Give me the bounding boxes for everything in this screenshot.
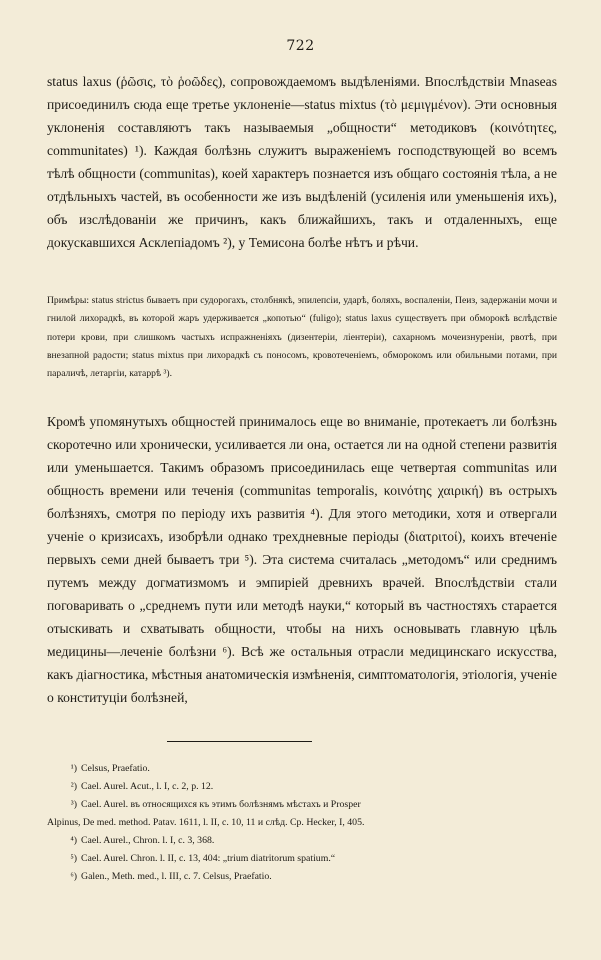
footnote-mark: ⁶)	[70, 871, 77, 882]
footnote-mark: ⁴)	[70, 835, 77, 846]
footnote-text: Cael. Aurel., Chron. l. I, c. 3, 368.	[81, 835, 215, 846]
footnotes	[47, 760, 557, 886]
footnote-text: Cael. Aurel. Acut., l. I, c. 2, p. 12.	[81, 781, 214, 792]
footnote-text: Celsus, Praefatio.	[81, 763, 150, 774]
footnote	[47, 832, 557, 850]
footnote	[47, 850, 557, 868]
paragraph-2: Кромѣ упомянутыхъ общностей принималось еще во вниманіе, протекаетъ ли болѣзнь скоротечно или хронически, усиливается ли она, остается ли на одной степени развитія или уменьшается. Такимъ образомъ присоединилась еще четвертая communitas или общность времени или теченія (communitas temporalis, κοινότης χαιρική) въ острыхъ болѣзняхъ, смотря по періоду ихъ развитія ⁴). Для этого методики, хотя и отвергали ученіе о кризисахъ, изобрѣли однако трехдневные періоды (διατριτοί), коихъ втеченіе первыхъ семи дней бываетъ три ⁵). Эта система считалась „методомъ“ или среднимъ путемъ между догматизмомъ и эмпиріей древнихъ врачей. Впослѣдствіи стали поговаривать о „среднемъ пути или методѣ науки,“ который въ частностяхъ старается отыскивать и схватывать общности, чтобы на нихъ основывать главную цѣль медицины—леченіе болѣзни ⁶). Всѣ же остальныя отрасли медицинскаго искусства, какъ діагностика, мѣстныя анатомическія измѣненія, симптоматологія, этіологія, ученіе о конституціи болѣзней,	[47, 414, 557, 705]
footnote-mark: ³)	[70, 799, 77, 810]
footnote	[47, 796, 557, 814]
examples-paragraph: Примѣры: status strictus бываетъ при судорогахъ, столбнякѣ, эпилепсіи, ударѣ, боляхъ, воспаленіи, Пеиз, задержаніи мочи и гнилой лихорадкѣ, въ которой жаръ удерживается „копотью“ (fuligo); status laxus существуетъ при обморокѣ вслѣдствіе потери крови, при слишкомъ частыхъ испражненіяхъ (дизентеріи, ліентеріи), сахарномъ мочеизнуреніи, рвотѣ, при внезапной радости; status mixtus при лихорадкѣ съ поносомъ, кровотеченіемъ, обморокомъ или обильными потами, при параличѣ, летаргіи, катаррѣ ³).	[47, 295, 557, 380]
footnote-mark: ²)	[70, 781, 77, 792]
footnote	[47, 778, 557, 796]
footnote-text: Cael. Aurel. Chron. l. II, c. 13, 404: „trium diatritorum spatium.“	[81, 853, 336, 864]
footnote	[47, 760, 557, 778]
footnote-mark: ⁵)	[70, 853, 77, 864]
footnote-divider	[167, 741, 312, 742]
footnote-text: Cael. Aurel. въ относящихся къ этимъ болѣзнямъ мѣстахъ и Prosper	[81, 799, 361, 810]
page-number: 722	[286, 38, 315, 54]
footnote-text: Galen., Meth. med., l. III, c. 7. Celsus, Praefatio.	[81, 871, 272, 882]
footnote-mark: ¹)	[70, 763, 77, 774]
footnote	[47, 868, 557, 886]
footnote-continuation: Alpinus, De med. method. Patav. 1611, l. II, c. 10, 11 и слѣд. Ср. Hecker, I, 405.	[47, 817, 365, 828]
paragraph-1: status laxus (ῥῶσις, τὸ ῥοῶδες), сопровождаемомъ выдѣленіями. Впослѣдствіи Mnaseas присоединилъ сюда еще третье уклоненіе—status mixtus (τὸ μεμιγμένον). Эти основныя уклоненія составляютъ такъ называемыя „общности“ методиковъ (κοινότητες, communitates) ¹). Каждая болѣзнь служитъ выраженіемъ господствующей во всемъ тѣлѣ общности (communitas), коей характеръ познается изъ общаго состоянія тѣла, а не отдѣльныхъ частей, въ особенности же изъ выдѣленій (усиленія или уменьшенія ихъ), объ изслѣдованіи же причинъ, какъ ближайшихъ, такъ и отдаленныхъ, еще докускавшихся Асклепіадомъ ²), у Темисона болѣе нѣтъ и рѣчи.	[47, 74, 557, 250]
